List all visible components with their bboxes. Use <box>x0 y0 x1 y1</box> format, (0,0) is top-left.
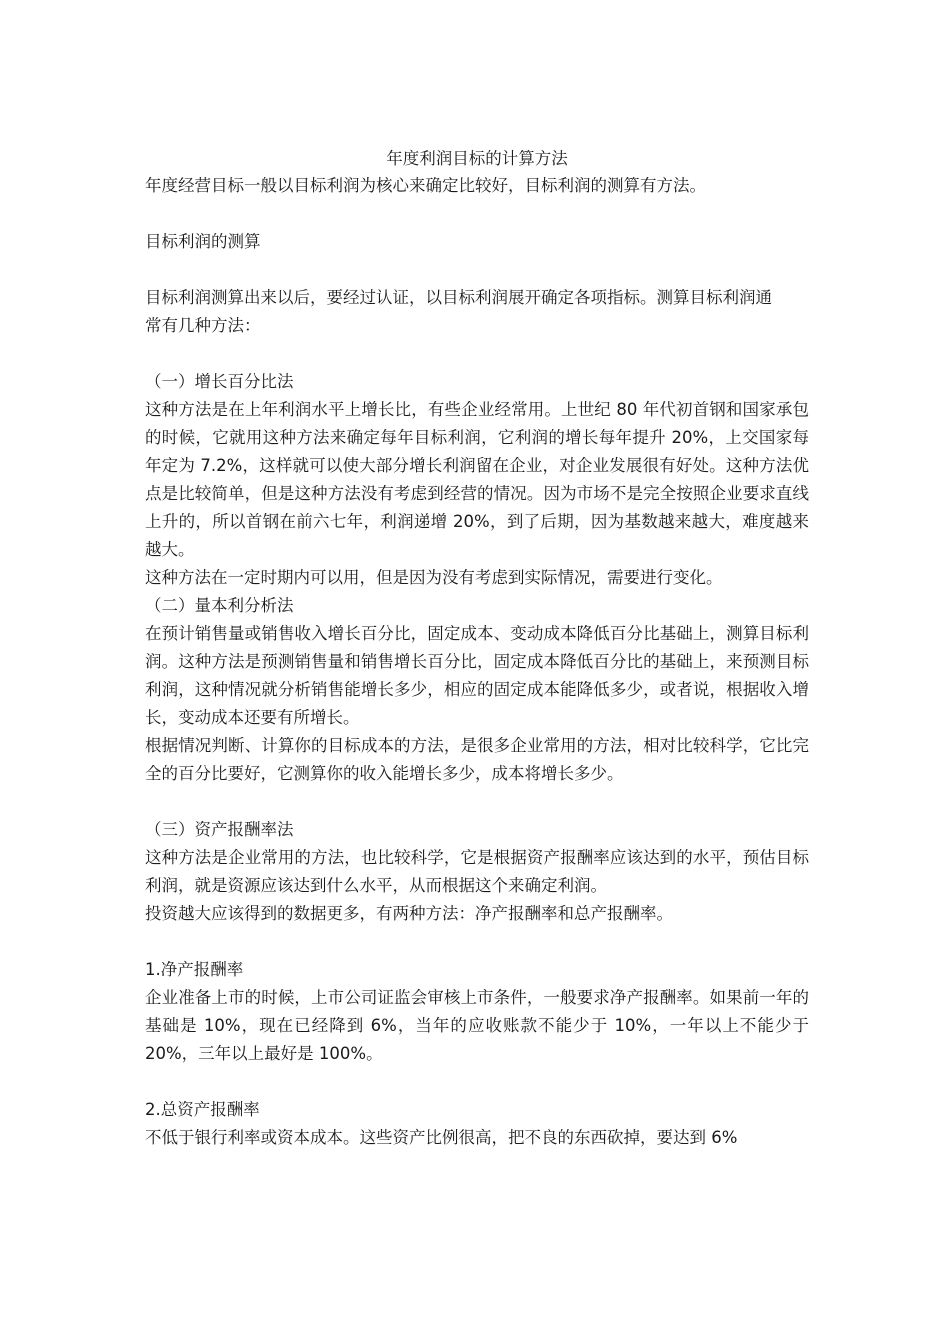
method-3-paragraph-1: 这种方法是企业常用的方法，也比较科学，它是根据资产报酬率应该达到的水平，预估目标利润，就是资源应该达到什么水平，从而根据这个来确定利润。 <box>145 848 809 895</box>
method-2-heading: （二）量本利分析法 <box>145 596 294 615</box>
subsection-2-paragraph: 不低于银行利率或资本成本。这些资产比例很高，把不良的东西砍掉，要达到 6% <box>145 1128 738 1147</box>
subsection-1-heading: 1.净产报酬率 <box>145 960 244 979</box>
document-title: 年度利润目标的计算方法 <box>386 149 568 168</box>
spacer <box>145 256 809 284</box>
method-3-heading: （三）资产报酬率法 <box>145 820 294 839</box>
intro-paragraph: 年度经营目标一般以目标利润为核心来确定比较好，目标利润的测算有方法。 <box>145 176 706 195</box>
method-3-paragraph-2: 投资越大应该得到的数据更多，有两种方法：净产报酬率和总产报酬率。 <box>145 904 673 923</box>
method-2-paragraph-1: 在预计销售量或销售收入增长百分比，固定成本、变动成本降低百分比基础上，测算目标利润。这种方法是预测销售量和销售增长百分比，固定成本降低百分比的基础上，来预测目标利润，这种情况就分析销售能增长多少，相应的固定成本能降低多少，或者说，根据收入增长，变动成本还要有所增长。 <box>145 624 809 727</box>
method-1-paragraph-2: 这种方法在一定时期内可以用，但是因为没有考虑到实际情况，需要进行变化。 <box>145 568 723 587</box>
method-1-heading: （一）增长百分比法 <box>145 372 294 391</box>
section-heading: 目标利润的测算 <box>145 232 261 251</box>
spacer <box>145 200 809 228</box>
spacer <box>145 340 809 368</box>
subsection-2-heading: 2.总资产报酬率 <box>145 1100 260 1119</box>
section-paragraph-1: 目标利润测算出来以后，要经过认证，以目标利润展开确定各项指标。测算目标利润通 <box>145 288 772 307</box>
spacer <box>145 928 809 956</box>
document-body <box>145 146 809 1152</box>
section-paragraph-2: 常有几种方法： <box>145 316 261 335</box>
spacer <box>145 788 809 816</box>
spacer <box>145 1068 809 1096</box>
method-1-paragraph-1: 这种方法是在上年利润水平上增长比，有些企业经常用。上世纪 80 年代初首钢和国家承包的时候，它就用这种方法来确定每年目标利润，它利润的增长每年提升 20%，上交国家每年定为 7.2%，这样就可以使大部分增长利润留在企业，对企业发展很有好处。这种方法优点是比较简单，但是这种方法没有考虑到经营的情况。因为市场不是完全按照企业要求直线上升的，所以首钢在前六七年，利润递增 20%，到了后期，因为基数越来越大，难度越来越大。 <box>145 400 809 559</box>
subsection-1-paragraph: 企业准备上市的时候，上市公司证监会审核上市条件，一般要求净产报酬率。如果前一年的基础是 10%，现在已经降到 6%，当年的应收账款不能少于 10%，一年以上不能少于 20%，三年以上最好是 100%。 <box>145 988 809 1063</box>
method-2-paragraph-2: 根据情况判断、计算你的目标成本的方法，是很多企业常用的方法，相对比较科学，它比完全的百分比要好，它测算你的收入能增长多少，成本将增长多少。 <box>145 736 809 783</box>
